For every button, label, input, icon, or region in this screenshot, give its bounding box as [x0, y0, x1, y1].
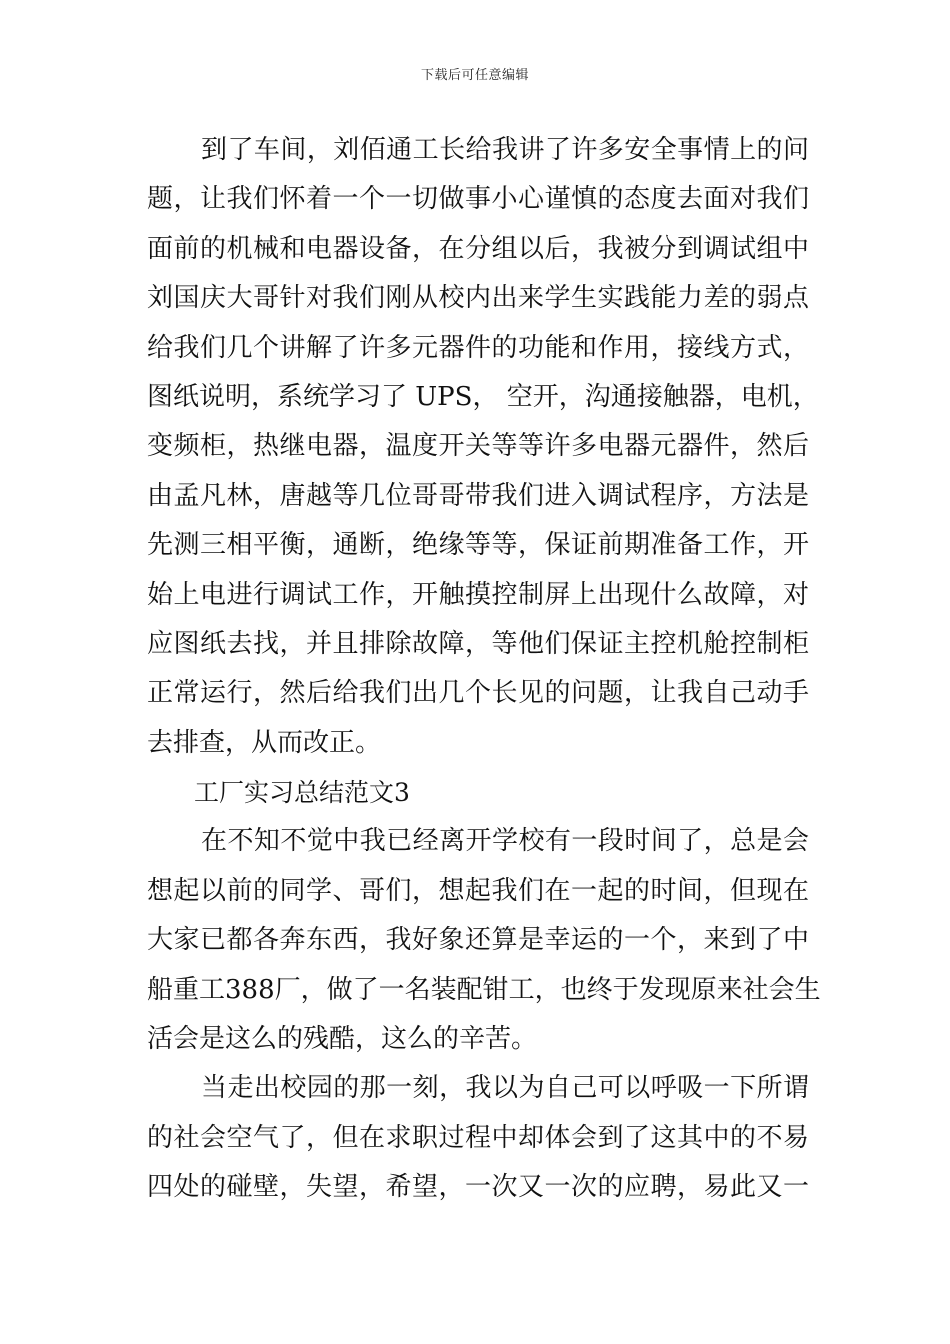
text-line: 到了车间，刘佰通工长给我讲了许多安全事情上的问 — [201, 135, 809, 165]
text-line: 四处的碰壁，失望，希望，一次又一次的应聘，易此又一 — [147, 1172, 809, 1203]
text-line: 想起以前的同学、哥们，想起我们在一起的时间，但现在 — [147, 875, 809, 906]
text-line: 的社会空气了，但在求职过程中却体会到了这其中的不易 — [147, 1122, 809, 1153]
text-line: 面前的机械和电器设备，在分组以后，我被分到调试组中 — [147, 233, 809, 264]
text-line: 给我们几个讲解了许多元器件的功能和作用，接线方式， — [147, 332, 809, 363]
page-header-note: 下载后可任意编辑 — [420, 68, 529, 83]
text-line: 由孟凡林，唐越等几位哥哥带我们进入调试程序，方法是 — [147, 480, 809, 511]
text-line: 正常运行，然后给我们出几个长见的问题，让我自己动手 — [147, 678, 809, 709]
text-line: 始上电进行调试工作，开触摸控制屏上出现什么故障，对 — [147, 579, 809, 610]
text-line: 题，让我们怀着一个一切做事小心谨慎的态度去面对我们 — [147, 184, 809, 215]
text-line: 去排查，从而改正。 — [147, 727, 382, 758]
body-text — [147, 126, 821, 1213]
section-heading: 工厂实习总结范文3 — [194, 778, 410, 808]
text-line: 活会是这么的残酷，这么的辛苦。 — [147, 1024, 538, 1055]
text-line: 当走出校园的那一刻，我以为自己可以呼吸一下所谓 — [201, 1073, 809, 1104]
text-line: 先测三相平衡，通断，绝缘等等，保证前期准备工作，开 — [147, 530, 809, 561]
text-line: 图纸说明，系统学习了 UPS， 空开，沟通接触器，电机， — [147, 381, 819, 412]
text-line: 大家已都各奔东西，我好象还算是幸运的一个，来到了中 — [147, 925, 809, 956]
text-line: 应图纸去找，并且排除故障，等他们保证主控机舱控制柜 — [147, 628, 809, 659]
text-line: 刘国庆大哥针对我们刚从校内出来学生实践能力差的弱点 — [147, 283, 809, 314]
text-line: 船重工388厂，做了一名装配钳工，也终于发现原来社会生 — [147, 974, 821, 1005]
text-line: 在不知不觉中我已经离开学校有一段时间了，总是会 — [201, 826, 809, 857]
text-line: 变频柜，热继电器，温度开关等等许多电器元器件，然后 — [147, 431, 809, 462]
